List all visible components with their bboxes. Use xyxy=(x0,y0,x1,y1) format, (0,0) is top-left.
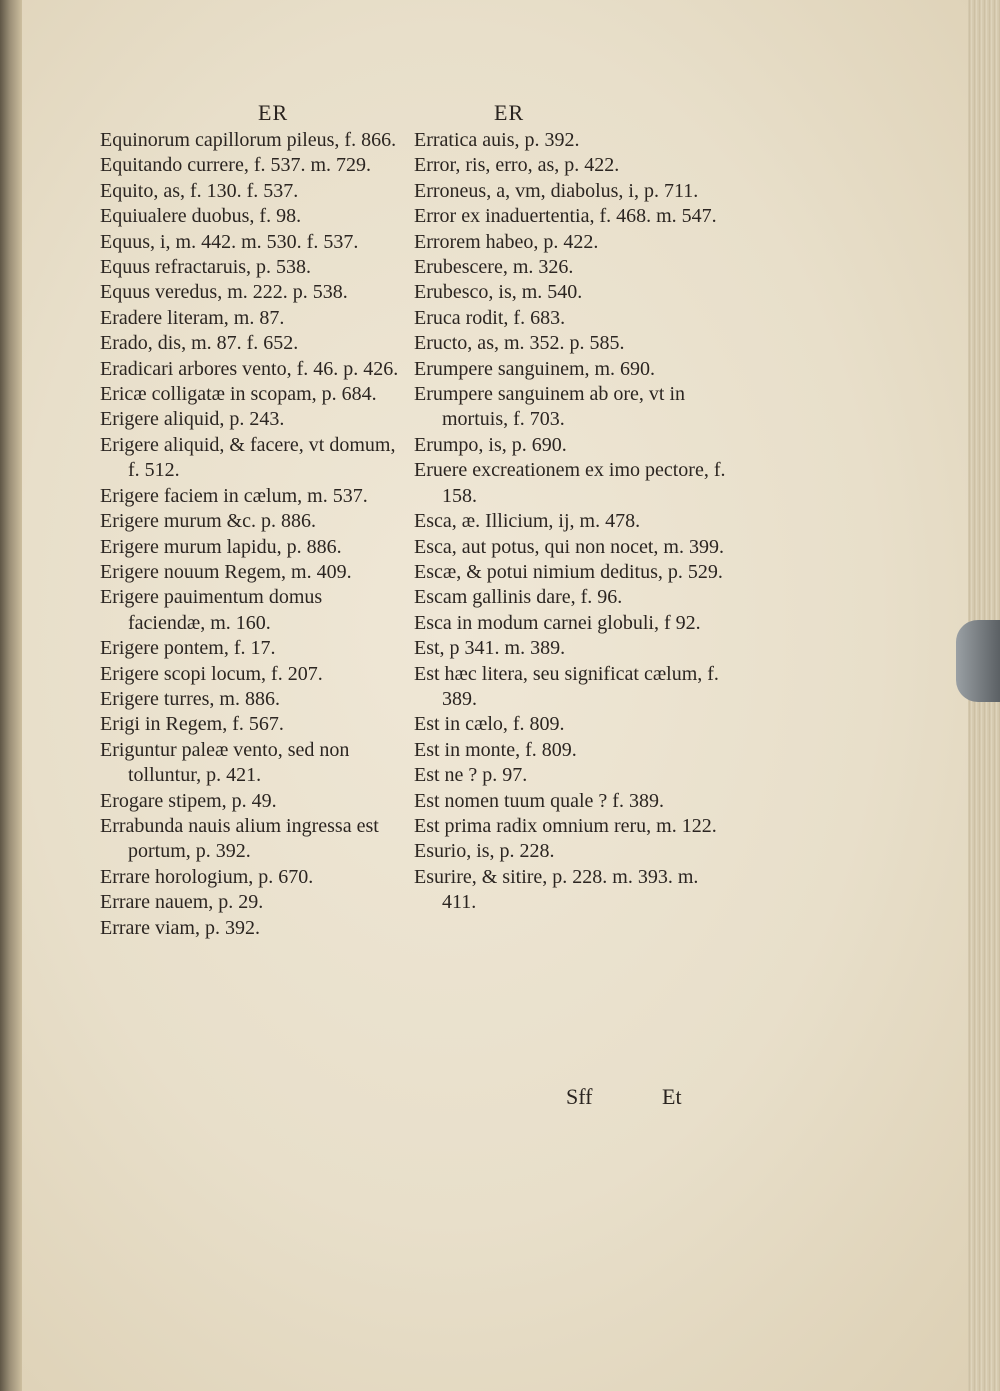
index-entry: Erratica auis, p. 392. xyxy=(414,129,580,151)
index-entry: Erigere aliquid, p. 243. xyxy=(100,408,285,431)
index-entry: Erigere pauimentum domus faciendæ, m. 160. xyxy=(100,586,323,634)
left-headword: ER xyxy=(258,100,289,125)
index-entry: Erigere aliquid, & facere, vt domum, f. 512. xyxy=(100,433,396,482)
left-column xyxy=(100,128,400,941)
index-entry: Erado, dis, m. 87. f. 652. xyxy=(100,332,299,355)
index-entry: Est hæc litera, seu significat cælum, f. 389. xyxy=(414,662,719,710)
index-entry: Eruere excreationem ex imo pectore, f. 158. xyxy=(414,459,726,507)
index-entry: Erumpo, is, p. 690. xyxy=(414,433,567,456)
index-entry: Equiualere duobus, f. 98. xyxy=(100,205,302,228)
index-entry: Error ex inaduertentia, f. 468. m. 547. xyxy=(414,205,717,228)
index-entry: Est prima radix omnium reru, m. 122. xyxy=(414,814,717,837)
index-entry: Equus veredus, m. 222. p. 538. xyxy=(100,281,348,304)
index-entry: Est nomen tuum quale ? f. 389. xyxy=(414,789,664,812)
catchword: Et xyxy=(662,1084,682,1109)
index-entry: Equus, i, m. 442. m. 530. f. 537. xyxy=(100,230,359,253)
index-entry: Errare horologium, p. 670. xyxy=(100,865,314,888)
index-entry: Erigere pontem, f. 17. xyxy=(100,637,276,660)
right-headword: ER xyxy=(494,100,525,125)
index-entry: Esca, æ. Illicium, ij, m. 478. xyxy=(414,510,641,533)
page-clip xyxy=(956,620,1000,702)
index-entry: Eradicari arbores vento, f. 46. p. 426. xyxy=(100,357,399,380)
index-entry: Esurio, is, p. 228. xyxy=(414,840,555,863)
index-entry: Est ne ? p. 97. xyxy=(414,764,528,787)
index-entry: Equito, as, f. 130. f. 537. xyxy=(100,179,299,202)
index-entry: Erigere faciem in cælum, m. 537. xyxy=(100,484,368,507)
index-entry: Erigere turres, m. 886. xyxy=(100,687,280,710)
index-entry: Erogare stipem, p. 49. xyxy=(100,789,277,812)
index-entry: Equitando currere, f. 537. m. 729. xyxy=(100,154,372,177)
index-entry: Ericæ colligatæ in scopam, p. 684. xyxy=(100,383,377,406)
binding-gutter xyxy=(0,0,22,1391)
index-entry: Est in cælo, f. 809. xyxy=(414,713,565,736)
index-entry: Escam gallinis dare, f. 96. xyxy=(414,586,623,609)
index-entry: Errare viam, p. 392. xyxy=(100,916,260,939)
index-entry: Erumpere sanguinem ab ore, vt in mortuis, f. 703. xyxy=(414,383,686,431)
index-entry: Errorem habeo, p. 422. xyxy=(414,230,599,253)
index-entry: Erigere nouum Regem, m. 409. xyxy=(100,560,352,583)
index-entry: Equinorum capillorum pileus, f. 866. xyxy=(100,129,397,151)
index-entry: Erigi in Regem, f. 567. xyxy=(100,713,284,736)
index-entry: Erubesco, is, m. 540. xyxy=(414,281,583,304)
index-entry: Esca in modum carnei globuli, f 92. xyxy=(414,611,701,634)
index-entry: Eriguntur paleæ vento, sed non tolluntur, p. 421. xyxy=(100,738,350,787)
index-entry: Est, p 341. m. 389. xyxy=(414,637,566,660)
index-entry: Error, ris, erro, as, p. 422. xyxy=(414,154,620,177)
index-entry: Errabunda nauis alium ingressa est portum, p. 392. xyxy=(100,814,379,863)
index-entry: Erigere scopi locum, f. 207. xyxy=(100,662,323,685)
index-entry: Erigere murum lapidu, p. 886. xyxy=(100,535,342,558)
index-entry: Escæ, & potui nimium deditus, p. 529. xyxy=(414,560,723,583)
index-entry: Eructo, as, m. 352. p. 585. xyxy=(414,332,625,355)
index-entry: Erigere murum &c. p. 886. xyxy=(100,510,317,533)
index-entry: Eradere literam, m. 87. xyxy=(100,306,285,329)
index-entry: Erumpere sanguinem, m. 690. xyxy=(414,357,656,380)
signature-mark: Sff xyxy=(566,1084,593,1109)
index-entry: Errare nauem, p. 29. xyxy=(100,891,264,914)
index-entry: Esurire, & sitire, p. 228. m. 393. m. 411. xyxy=(414,865,699,914)
index-entry: Esca, aut potus, qui non nocet, m. 399. xyxy=(414,535,724,558)
index-entry: Est in monte, f. 809. xyxy=(414,738,577,761)
index-entry: Erroneus, a, vm, diabolus, i, p. 711. xyxy=(414,179,699,202)
right-column xyxy=(414,128,732,916)
index-entry: Eruca rodit, f. 683. xyxy=(414,306,566,329)
index-entry: Equus refractaruis, p. 538. xyxy=(100,256,312,279)
index-entry: Erubescere, m. 326. xyxy=(414,256,574,279)
